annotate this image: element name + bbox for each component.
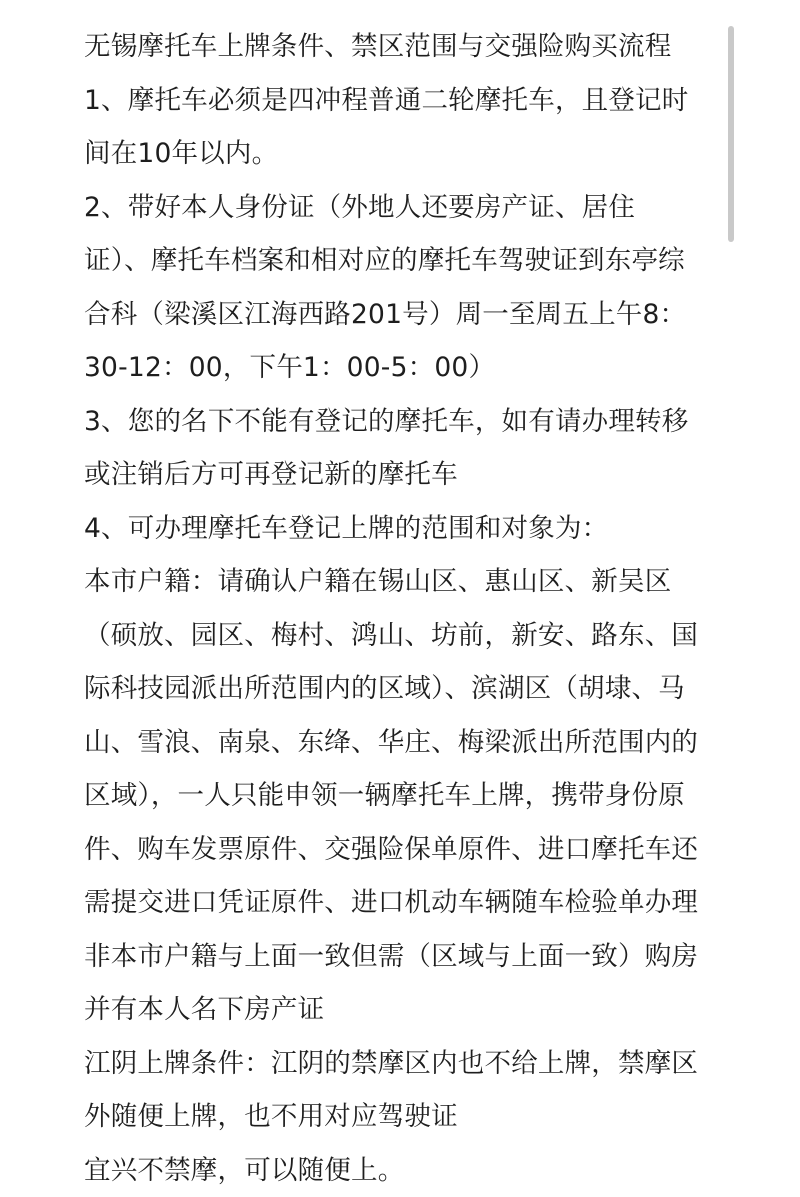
document-text [84,20,724,1197]
text-line: 3、您的名下不能有登记的摩托车，如有请办理转移 [84,395,724,449]
text-line: 或注销后方可再登记新的摩托车 [84,448,724,502]
text-line: 宜兴不禁摩，可以随便上。 [84,1144,724,1197]
text-line: 本市户籍：请确认户籍在锡山区、惠山区、新吴区 [84,555,724,609]
text-line: 山、雪浪、南泉、东绛、华庄、梅梁派出所范围内的 [84,716,724,770]
scrollbar[interactable] [728,26,734,242]
text-line: 2、带好本人身份证（外地人还要房产证、居住 [84,181,724,235]
text-line: 件、购车发票原件、交强险保单原件、进口摩托车还 [84,823,724,877]
text-line: 江阴上牌条件：江阴的禁摩区内也不给上牌，禁摩区 [84,1037,724,1091]
text-line: 1、摩托车必须是四冲程普通二轮摩托车，且登记时 [84,74,724,128]
text-line: 际科技园派出所范围内的区域）、滨湖区（胡埭、马 [84,662,724,716]
text-line: 4、可办理摩托车登记上牌的范围和对象为： [84,502,724,556]
text-line: （硕放、园区、梅村、鸿山、坊前，新安、路东、国 [84,609,724,663]
text-line: 非本市户籍与上面一致但需（区域与上面一致）购房 [84,930,724,984]
text-line: 证）、摩托车档案和相对应的摩托车驾驶证到东亭综 [84,234,724,288]
text-line: 合科（梁溪区江海西路201号）周一至周五上午8： [84,288,724,342]
document-title: 无锡摩托车上牌条件、禁区范围与交强险购买流程 [84,20,724,74]
text-line: 外随便上牌，也不用对应驾驶证 [84,1090,724,1144]
text-line: 30-12：00，下午1：00-5：00） [84,341,724,395]
text-line: 间在10年以内。 [84,127,724,181]
text-line: 区域），一人只能申领一辆摩托车上牌，携带身份原 [84,769,724,823]
text-line: 并有本人名下房产证 [84,983,724,1037]
text-line: 需提交进口凭证原件、进口机动车辆随车检验单办理 [84,876,724,930]
